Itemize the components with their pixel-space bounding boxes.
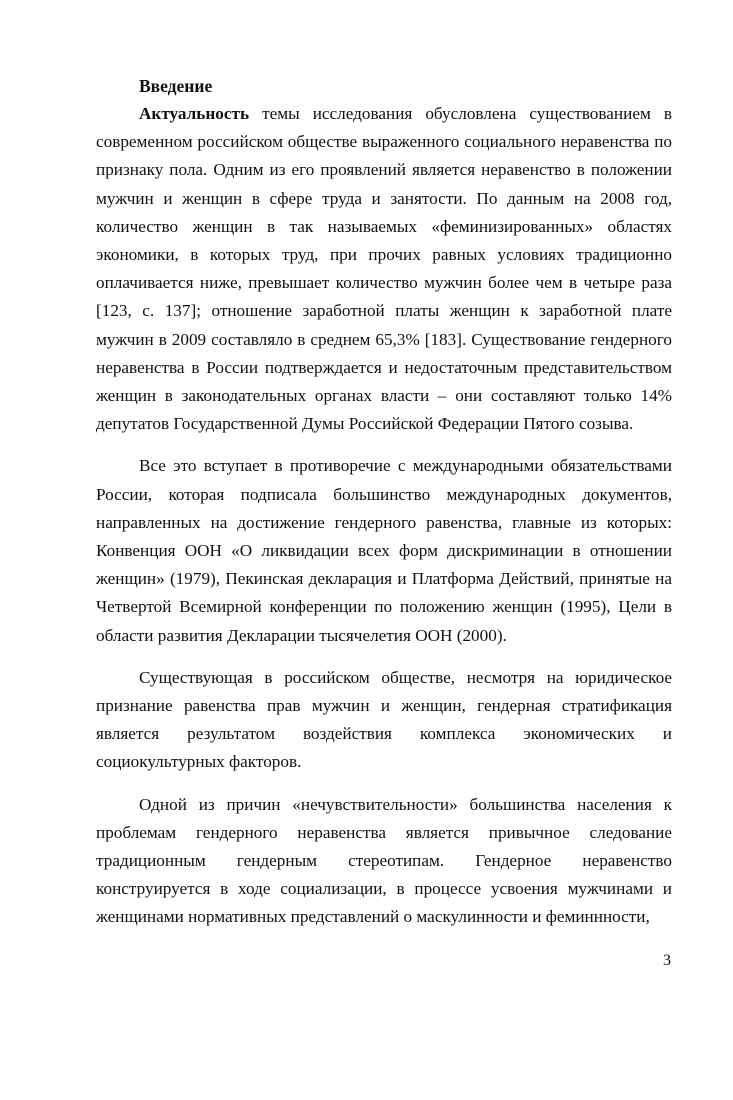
paragraph-international-obligations: Все это вступает в противоречие с международными обязательствами России, которая подписала большинство международных документов, направленных на достижение гендерного равенства, главные из которых: Конвенция ООН «О ликвидации всех форм дискриминации в отношении женщин» (1979), Пекинская декларация и Платформа Действий, принятые на Четвертой Всемирной конференции по положению женщин (1995), Цели в области развития Декларации тысячелетия ООН (2000).	[96, 456, 672, 645]
section-heading: Введение	[139, 76, 213, 96]
relevance-lead: Актуальность	[139, 104, 250, 123]
body-text	[96, 100, 672, 932]
paragraph-gender-stratification: Существующая в российском обществе, несмотря на юридическое признание равенства прав мужчин и женщин, гендерная стратификация является результатом воздействия комплекса экономических и социокультурных факторов.	[96, 667, 672, 772]
paragraph-stereotypes: Одной из причин «нечувствительности» большинства населения к проблемам гендерного неравенства является привычное следование традиционным гендерным стереотипам. Гендерное неравенство конструируется в ходе социализации, в процессе усвоения мужчинами и женщинами нормативных представлений о маскулинности и феминнности,	[96, 794, 672, 927]
paragraph-relevance	[96, 100, 672, 438]
page-number: 3	[663, 952, 671, 969]
paragraph-text: темы исследования обусловлена существованием в современном российском обществе выраженного социального неравенства по признаку пола. Одним из его проявлений является неравенство в положении мужчин и женщин в сфере труда и занятости. По данным на 2008 год, количество женщин в так называемых «феминизированных» областях экономики, в которых труд, при прочих равных условиях традиционно оплачивается ниже, превышает количество мужчин более чем в четыре раза [123, с. 137]; отношение заработной платы женщин к заработной плате мужчин в 2009 составляло в среднем 65,3% [183]. Существование гендерного неравенства в России подтверждается и недостаточным представительством женщин в законодательных органах власти – они составляют только 14% депутатов Государственной Думы Российской Федерации Пятого созыва.	[96, 104, 672, 434]
